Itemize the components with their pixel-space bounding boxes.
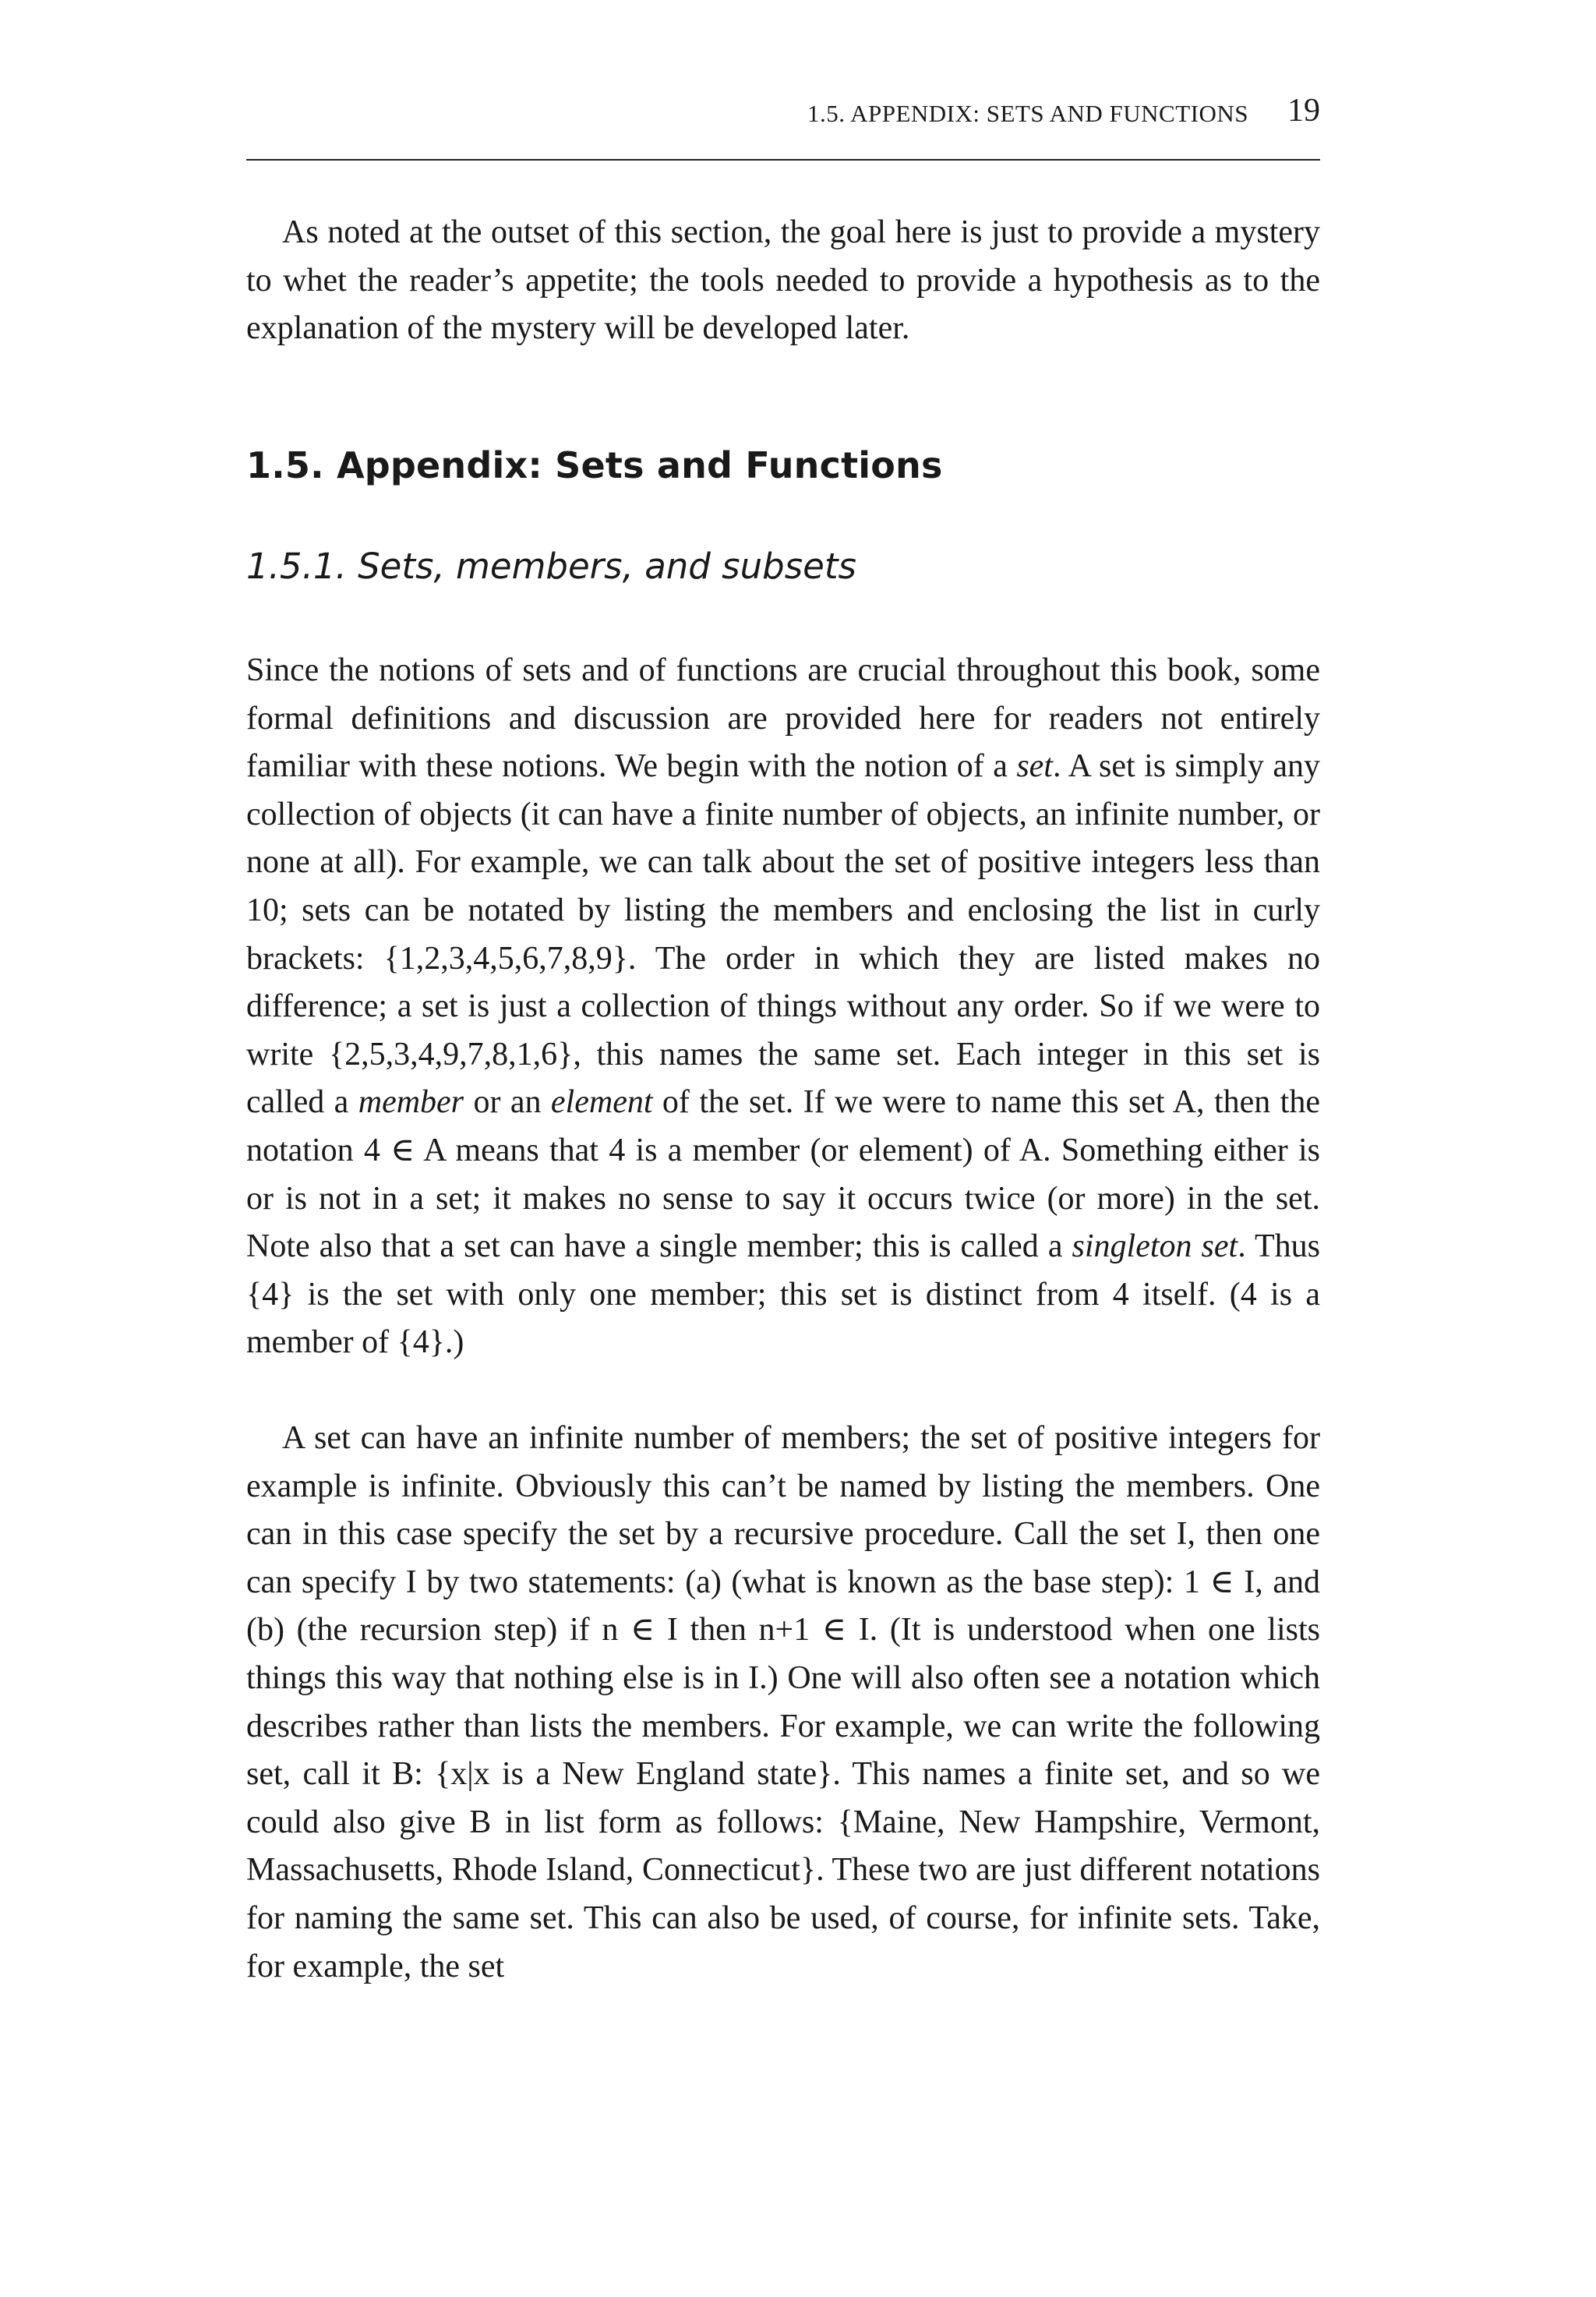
running-head	[246, 92, 1320, 131]
running-head-title: 1.5. APPENDIX: SETS AND FUNCTIONS	[807, 100, 1248, 127]
infinite-sets-paragraph: A set can have an infinite number of members; the set of positive integers for example is infinite. Obviously this can’t be named by listing the members. One can in this case specify the set by a recursive procedure. Call the set I, then one can specify I by two statements: (a) (what is known as the base step): 1 ∈ I, and (b) (the recursion step) if n ∈ I then n+1 ∈ I. (It is understood when one lists things this way that nothing else is in I.) One will also often see a notation which describes rather than lists the members. For example, we can write the following set, call it B: {x|x is a New England state}. This names a finite set, and so we could also give B in list form as follows: {Maine, New Hampshire, Vermont, Massachusetts, Rhode Island, Connecticut}. These two are just different notations for naming the same set. This can also be used, of course, for infinite sets. Take, for example, the set	[246, 1420, 1320, 1984]
sets-text-1: Since the notions of sets and of functions are crucial throughout this book, some formal definitions and discussion are provided here for readers not entirely familiar with these notions. We begin with the notion of a	[246, 652, 1320, 785]
term-element: element	[550, 1084, 653, 1121]
term-set: set	[1016, 748, 1053, 785]
subsection-heading: 1.5.1. Sets, members, and subsets	[246, 546, 856, 587]
sets-text-3: or an	[464, 1084, 551, 1121]
sets-text-5: . Thus {4} is the set with only one member; this set is distinct from 4 itself. (4 is a member of {4}.)	[246, 1228, 1320, 1361]
sets-text-2: . A set is simply any collection of objects (it can have a finite number of objects, an infinite number, or none at all). For example, we can talk about the set of positive integers less than 10; sets can be notated by listing the members and enclosing the list in curly brackets: {1,2,3,4,5,6,7,8,9}. The order in which they are listed makes no difference; a set is just a collection of things without any order. So if we were to write {2,5,3,4,9,7,8,1,6}, this names the same set. Each integer in this set is called a	[246, 748, 1321, 1121]
term-member: member	[358, 1084, 464, 1121]
intro-paragraph: As noted at the outset of this section, the goal here is just to provide a mystery to whet the reader’s appetite; the tools needed to provide a hypothesis as to the explanation of the mystery will be developed later.	[246, 214, 1320, 347]
term-singleton-set: singleton set	[1072, 1228, 1238, 1265]
section-heading: 1.5. Appendix: Sets and Functions	[246, 444, 943, 486]
page-number: 19	[1287, 93, 1320, 129]
sets-text-4: of the set. If we were to name this set A, then the notation 4 ∈ A means that 4 is a member (or element) of A. Something either is or is not in a set; it makes no sense to say it occurs twice (or more) in the set. Note also that a set can have a single member; this is called a	[246, 1084, 1320, 1265]
header-rule	[246, 159, 1320, 161]
sets-paragraph	[246, 647, 1320, 1367]
